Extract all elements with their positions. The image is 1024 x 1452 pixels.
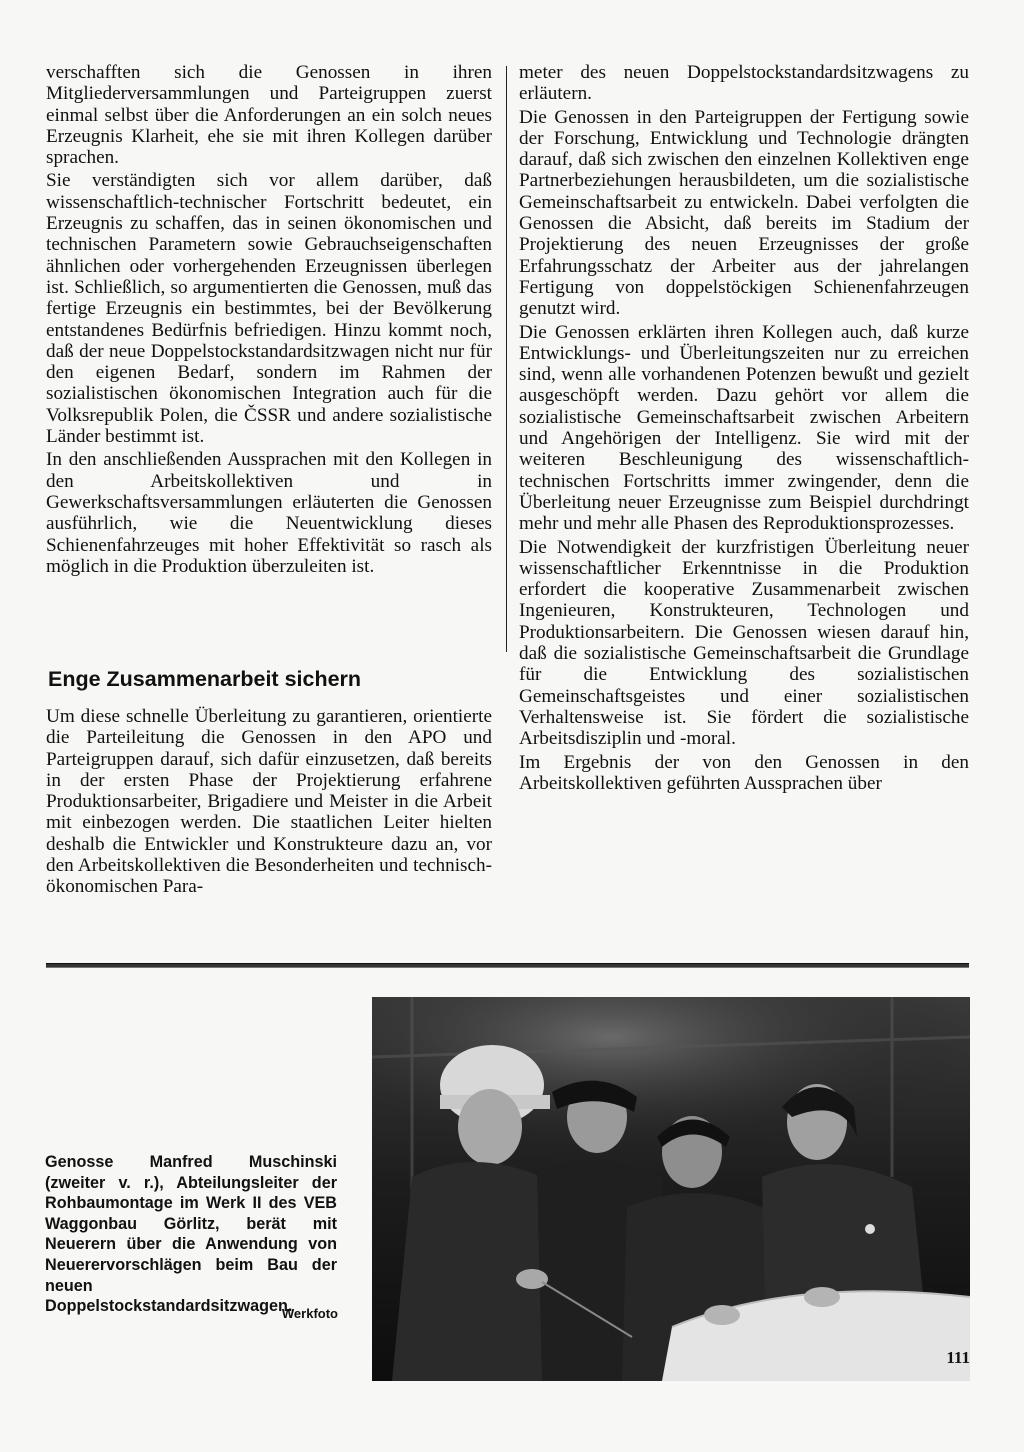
paragraph: Sie verständigten sich vor allem darüber, daß wissenschaftlich-technischer Fortschritt bedeutet, ein Erzeugnis zu schaffen, das in seinen ökonomischen und technischen Parametern sowie Gebrauchseigenschaften ähnlichen oder vorhergehenden Erzeugnissen überlegen ist. Schließlich, so argumentierten die Genossen, muß das fertige Erzeugnis ein bestimmtes, bei der Bevölkerung entstandenes Bedürfnis befriedigen. Hinzu kommt noch, daß der neue Doppelstockstandardsitzwagen nicht nur für den eigenen Bedarf, sondern im Rahmen der sozialistischen ökonomischen Integration auch für die Volksrepublik Polen, die ČSSR und andere sozialistische Länder bestimmt ist. bbox=[46, 170, 492, 448]
section-body bbox=[46, 706, 492, 898]
workers-photo bbox=[372, 997, 970, 1381]
photo-caption: Genosse Manfred Muschinski (zweiter v. r.), Abteilungsleiter der Rohbaumontage im Werk II des VEB Waggonbau Görlitz, berät mit Neuerern über die Anwendung von Neuerervorschlägen beim Bau der neuen Doppelstockstandardsitzwagen. bbox=[45, 1153, 337, 1316]
paragraph: Die Notwendigkeit der kurzfristigen Überleitung neuer wissenschaftlicher Erkenntnisse in die Produktion erfordert die kooperative Zusammenarbeit zwischen Ingenieuren, Konstrukteuren, Technologen und Produktionsarbeitern. Die Genossen wiesen darauf hin, daß die sozialistische Gemeinschaftsarbeit die Grundlage für die Entwicklung des sozialistischen Gemeinschaftsgeistes und einer sozialistischen Verhaltensweise ist. Sie fördert die sozialistische Arbeitsdisziplin und -moral. bbox=[519, 536, 969, 750]
paragraph: meter des neuen Doppelstockstandardsitzwagens zu erläutern. bbox=[519, 62, 969, 105]
column-divider bbox=[506, 66, 507, 652]
section-heading: Enge Zusammenarbeit sichern bbox=[48, 667, 362, 691]
horizontal-rule bbox=[46, 963, 969, 968]
paragraph: Im Ergebnis der von den Genossen in den Arbeitskollektiven geführten Aussprachen über bbox=[519, 751, 969, 794]
photo-credit: Werkfoto bbox=[281, 1306, 338, 1321]
page-number: 111 bbox=[946, 1348, 970, 1367]
left-column bbox=[46, 62, 492, 577]
paragraph: Die Genossen in den Parteigruppen der Fertigung sowie der Forschung, Entwicklung und Technologie drängten darauf, daß sich zwischen den einzelnen Kollektiven enge Partnerbeziehungen herausbildeten, um die sozialistische Gemeinschaftsarbeit zu entwickeln. Dabei verfolgten die Genossen die Absicht, daß bereits im Stadium der Projektierung des neuen Erzeugnisses der große Erfahrungsschatz der Arbeiter aus der jahrelangen Fertigung von doppelstöckigen Schienenfahrzeugen genutzt wird. bbox=[519, 106, 969, 320]
paragraph: In den anschließenden Aussprachen mit den Kollegen in den Arbeitskollektiven und in Gewerkschaftsversammlungen erläuterten die Genossen ausführlich, wie die Neuentwicklung dieses Schienenfahrzeuges mit hoher Effektivität so rasch als möglich in die Produktion überzuleiten ist. bbox=[46, 449, 492, 577]
paragraph: Die Genossen erklärten ihren Kollegen auch, daß kurze Entwicklungs- und Überleitungszeiten nur zu erreichen sind, wenn alle vorhandenen Potenzen bewußt und gezielt ausgeschöpft werden. Dazu gehört vor allem die sozialistische Gemeinschaftsarbeit zwischen Arbeitern und Angehörigen der Intelligenz. Sie wird mit der weiteren Beschleunigung des wissenschaftlich-technischen Fortschritts immer zwingender, denn die Überleitung neuer Erzeugnisse zum Beispiel durchdringt mehr und mehr alle Phasen des Reproduktionsprozesses. bbox=[519, 321, 969, 535]
paragraph: Um diese schnelle Überleitung zu garantieren, orientierte die Parteileitung die Genossen in den APO und Parteigruppen darauf, sich dafür einzusetzen, daß bereits in der ersten Phase der Projektierung erfahrene Produktionsarbeiter, Brigadiere und Meister in die Arbeit mit einbezogen werden. Die staatlichen Leiter hielten deshalb die Entwickler und Konstrukteure dazu an, vor den Arbeitskollektiven die Besonderheiten und technisch-ökonomischen Para- bbox=[46, 706, 492, 898]
paragraph: verschafften sich die Genossen in ihren Mitgliederversammlungen und Parteigruppen zuerst einmal selbst über die Anforderungen an ein solch neues Erzeugnis Klarheit, ehe sie mit ihren Kollegen darüber sprachen. bbox=[46, 62, 492, 169]
right-column bbox=[519, 62, 969, 794]
